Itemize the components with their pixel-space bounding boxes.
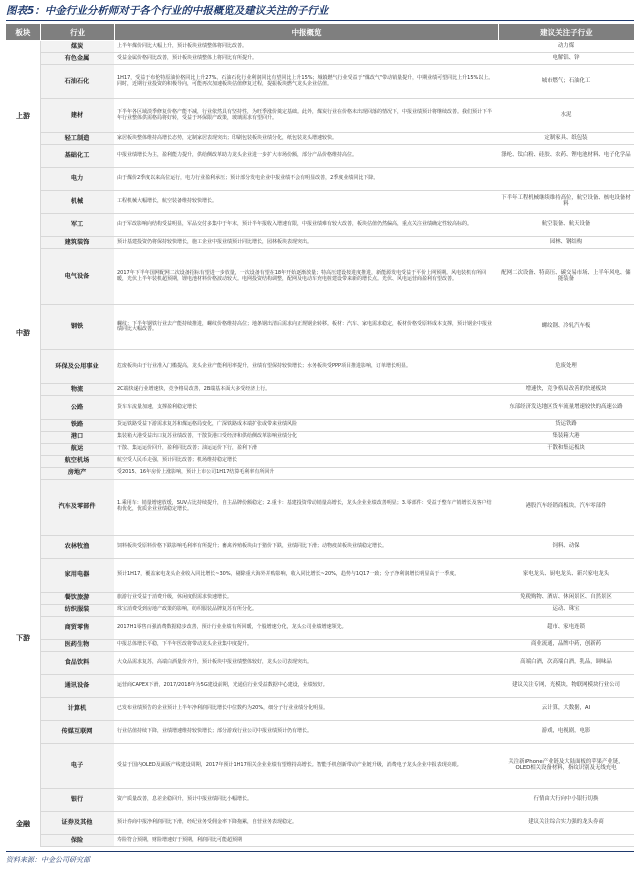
table-row [6, 191, 634, 214]
subsector-cell: 干散和集运板块 [547, 445, 585, 452]
summary-cell: 大众品需求复苏，高端白酒量价齐升，预计板块中报业绩整体较好，龙头公司表现突出。 [117, 658, 313, 665]
industry-cell: 通讯设备 [40, 675, 114, 697]
table-row [6, 593, 634, 605]
subsector-cell: 商业流通，品牌中药，创新药 [530, 641, 602, 648]
table-row [6, 99, 634, 133]
industry-cell: 港口 [40, 432, 114, 443]
subsector-cell: 饲料、动保 [552, 542, 580, 549]
subsector-cell [498, 456, 634, 467]
table-row [6, 237, 634, 249]
industry-cell: 汽车及零部件 [40, 480, 114, 535]
table-row [6, 536, 634, 559]
subsector-cell: 配网二次设备、特高压、碳交易市场、上半年风电、储能装备 [501, 270, 631, 282]
table-row [6, 468, 634, 480]
subsector-cell: 港股汽车经销商板块，汽车零部件 [525, 503, 607, 510]
table-row [6, 133, 634, 145]
summary-cell: 已发布业绩预告的企业预计上半年净利润同比增长中位数约为20%，细分子行业业绩分化明显。 [117, 705, 329, 711]
table-row [6, 698, 634, 721]
header-subsectors: 建议关注子行业 [499, 24, 634, 40]
summary-cell: 2017年下半年国网配网二次设备招标有望进一步放量，一次设备有望在18年开始逐渐放量；特高压建设按进度推进，新能源发电受益于平价上网预期。风电装机有所回暖，光伏上半年装机超预期，锂电池材料价格波动较大。电网投资结构调整，配网及电动车充电桩建设带来新的增长点。光伏、风电运营商盈利有望改善。 [117, 270, 487, 282]
summary-cell: 1H17，受益于布伦特原油价格同比上升27%、石油石化行业利润同比有望同比上升15%；城镇燃气行业受益于"煤改气"带动销量提升，中期业绩可望同比上升15%以上。同时，近期行业投资的积极导向，可能再次加速板块估值修复过程，提振板块燃气龙头企业估值。 [117, 74, 494, 87]
industry-cell: 食品饮料 [40, 652, 114, 674]
summary-cell: 危废板块由于行业准入门槛提高，龙头企业产能利用率提升，业绩有望保持较快增长；水务板块受PPP项目推进影响，订单增长明显。 [117, 363, 412, 370]
subsector-cell: 涤纶、钛白粉、硅胶、农药、锂电池材料、电子化学品 [501, 152, 631, 159]
table-row [6, 420, 634, 432]
industry-cell: 军工 [40, 214, 114, 236]
subsector-cell [498, 168, 634, 190]
table-row [6, 41, 634, 53]
subsector-cell [498, 835, 634, 846]
industry-cell: 家用电器 [40, 559, 114, 592]
table-row [6, 384, 634, 396]
table-row [6, 835, 634, 847]
table-body [6, 41, 634, 847]
industry-cell: 农林牧渔 [40, 536, 114, 558]
table-row [6, 744, 634, 789]
industry-cell: 电气设备 [40, 249, 114, 304]
industry-cell: 煤炭 [40, 41, 114, 52]
summary-cell: 中报业绩增长为主，盈利能力提升，供给侧改革助力龙头企业进一步扩大市场份额，部分产品价格维持高位。 [117, 152, 358, 159]
summary-cell: 珠宝消费受到房地产政策的影响，纺织服装品牌复苏有所分化。 [117, 606, 258, 613]
summary-cell: 饲料板块受原料价格下跌影响毛利率有所提升；畜禽养殖板块由于猪价下跌，业绩同比下滑；动物疫苗板块业绩稳定增长。 [117, 542, 388, 549]
table-row [6, 444, 634, 456]
subsector-cell: 超市、家电连锁 [547, 623, 585, 630]
subsector-cell: 定制家具、纸包装 [544, 134, 588, 141]
industry-cell: 传媒互联网 [40, 721, 114, 743]
table-row [6, 675, 634, 698]
industry-cell: 电子 [40, 744, 114, 788]
summary-cell: 中报总体增长平稳，下半年医改将带动龙头企业集中度提升。 [117, 641, 253, 648]
industry-cell: 医药生物 [40, 640, 114, 651]
header-summary: 中报概览 [115, 24, 498, 40]
summary-cell: 由于煤价2季度以来高位运行，电力行业盈利承压；预计部分发电企业中报业绩不会有明显改善，2季度业绩同比下降。 [117, 175, 379, 182]
table-row [6, 432, 634, 444]
summary-cell: 集装箱大港受益出口复苏业绩改善，干散货港口受经济和供给侧改革影响业绩分化 [117, 433, 298, 440]
table-row [6, 145, 634, 168]
table-row [6, 396, 634, 419]
subsector-cell: 云计算，大数据，AI [541, 705, 591, 711]
table-row [6, 214, 634, 237]
summary-cell: 受2015、16年房价上涨影响，预计上市公司1H17结算毛利率有所回升 [117, 469, 275, 476]
subsector-cell: 免税购物、酒店、休闲景区、自然景区 [520, 594, 612, 601]
summary-cell: 受益于国内OLED及面板产线建设周期，2017年预计1H17相关企业业绩有望维持高增长。智能手机创新带动产业链升级，消费电子龙头企业中报表现亮眼。 [117, 762, 462, 769]
summary-cell: 干散、集运运价回升，盈利同比改善；油运运价下行，盈利下滑 [117, 445, 258, 452]
subsector-cell: 建议关注综合实力强的龙头券商 [528, 819, 604, 826]
industry-cell: 机械 [40, 191, 114, 213]
header-industry: 行业 [41, 24, 116, 40]
subsector-cell [498, 468, 634, 479]
table-row [6, 812, 634, 835]
subsector-cell: 电解铝、锌 [552, 54, 580, 61]
industry-cell: 钢铁 [40, 305, 114, 349]
table-row [6, 652, 634, 675]
summary-cell: 家居板块整体维持高增长态势，定制家居表现突出；印刷包装板块业绩分化，纸包装龙头增速较快。 [117, 134, 338, 141]
industry-cell: 计算机 [40, 698, 114, 720]
summary-cell: 行业估值持续下降，业绩增速维持较快增长；部分游戏行业公司中报业绩预计仍有增长。 [117, 728, 313, 735]
subsector-cell: 危废处理 [555, 363, 577, 370]
summary-cell: 旅游行业受益于消费升级，休闲度假需求快速增长。 [117, 594, 233, 601]
industry-cell: 商贸零售 [40, 617, 114, 639]
source-note: 资料来源：中金公司研究部 [6, 851, 634, 868]
summary-cell: 2C端快递行业增速快，竞争格局改善，2B端基本面大多受经济上行。 [117, 386, 271, 393]
subsector-cell: 水泥 [560, 111, 572, 118]
summary-cell: 货运铁路受益下游需求复苏和煤运格局变化，广深铁路成本端扩张或带来业绩风险 [117, 421, 298, 428]
industry-cell: 保险 [40, 835, 114, 846]
table-row [6, 721, 634, 744]
figure-title: 图表5：中金行业分析师对于各个行业的中报概览及建议关注的子行业 [6, 2, 634, 21]
summary-cell: 下半年各区域淡季修复价格产能不减，行业依然具有坚持性，为旺季涨价奠定基础。此外，煤炭行业在价格未出现回落的情况下，中报业绩预计将继续改善。我们预计下半年行业整体供需格局将好转，受益于环保限产政策，玻璃需求有望回升。 [117, 108, 493, 121]
subsector-cell: 集装箱大港 [552, 433, 580, 440]
summary-cell: 1.乘用车：销量增速放缓，SUV占比持续提升，自主品牌份额稳定；2.重卡：基建投资带动销量高增长，龙头企业业绩改善明显；3.零部件：受益于整车产销增长及客户结构优化，优质企业业绩稳定增长。 [117, 500, 492, 513]
subsector-cell: 高端白酒，次高端白酒，乳品，调味品 [520, 658, 612, 665]
industry-cell: 物流 [40, 384, 114, 395]
industry-cell: 餐饮旅游 [40, 593, 114, 604]
industry-cell: 基础化工 [40, 145, 114, 167]
industry-cell: 航运 [40, 444, 114, 455]
summary-cell: 螺纹：下半年钢铁行业去产能持续推进，螺纹价格维持高位；地条钢出清后需求向正规钢企转移。板材：汽车、家电需求稳定，板材价格受原料成本支撑，预计钢企中报业绩同比大幅改善。 [117, 320, 493, 333]
subsector-cell: 家电龙头、厨电龙头、新兴家电龙头 [522, 571, 610, 578]
table-row [6, 350, 634, 384]
subsector-cell: 东部经济发达地区货车流量增速较快的高速公路 [509, 403, 623, 410]
section-finance: 金融 [6, 800, 41, 847]
table-row [6, 53, 634, 65]
summary-cell: 预计基建投资仍将保持较快增长，施工企业中报业绩预计同比增长，园林板块表现突出。 [117, 238, 313, 245]
header-section: 板块 [6, 24, 41, 40]
subsector-cell: 关注新iPhone产业链及大陆面板的苹果产业链，OLED相关设备材料，指纹识别及无线充电 [508, 759, 624, 771]
summary-cell: 寿险符合预期，财险增速好于预期，利润同比可能超预期 [117, 836, 243, 843]
industry-cell: 证券及其他 [40, 812, 114, 834]
subsector-cell: 货运铁路 [555, 421, 577, 428]
subsector-cell: 下半年工程机械继续维持高位，航空设备、核电设备材料 [501, 195, 631, 208]
table-row [6, 640, 634, 652]
industry-cell: 轻工制造 [40, 133, 114, 144]
summary-cell: 由于军改影响向结构受益明显，军品交付多集中于年末，预计半年报收入增速有限，中报业绩难有较大改善，板块估值仍然偏高，重点关注业绩确定性较高标的。 [117, 221, 473, 228]
industry-cell: 建材 [40, 99, 114, 132]
summary-cell: 运营商CAPEX下滑，2017/2018年为5G建设前期，光通信行业受益数据中心建设，业绩较好。 [117, 681, 328, 688]
table-header [6, 24, 634, 40]
subsector-cell: 航空装备、航天设备 [541, 221, 591, 228]
table-row [6, 168, 634, 191]
subsector-cell: 增速快，竞争格局改善的快递板块 [525, 386, 607, 393]
summary-cell: 货车车流量加速，支撑盈利稳定增长 [117, 403, 198, 410]
summary-cell: 预计券商中报净利润同比下滑，经纪业务受佣金率下降拖累，自营业务表现稳定。 [117, 819, 298, 826]
table-row [6, 65, 634, 99]
subsector-cell: 运动、珠宝 [552, 606, 580, 613]
subsector-cell: 游戏，电视剧，电影 [541, 728, 591, 735]
industry-cell: 银行 [40, 789, 114, 811]
summary-cell: 预计1H17，覆盖家电龙头企业收入同比增长~30%，剔除重大海外并购影响，收入同比增长~20%，趋势与1Q17一致；分子净利润增长明显高于一季度。 [117, 571, 460, 578]
summary-cell: 资产质量改善，息差企稳回升，预计中报业绩同比小幅增长。 [117, 796, 253, 803]
industry-cell: 铁路 [40, 420, 114, 431]
industry-cell: 建筑装饰 [40, 237, 114, 248]
section-midstream: 中游 [6, 191, 41, 475]
summary-cell: 工程机械大幅增长，航空装备维持较快增长。 [117, 198, 218, 205]
subsector-cell: 动力煤 [557, 42, 575, 49]
industry-cell: 电力 [40, 168, 114, 190]
section-downstream: 下游 [6, 475, 41, 800]
subsector-cell: 螺纹钢、冷轧汽车板 [541, 323, 591, 330]
subsector-cell: 城市燃气；石油化工 [541, 77, 591, 84]
subsector-cell: 行情由大行向中小银行切换 [533, 796, 599, 803]
subsector-cell: 园林、钢结构 [549, 238, 583, 245]
subsector-cell: 建议关注专网，光模块，物联网模块行业公司 [512, 681, 620, 688]
table-row [6, 789, 634, 812]
table-row [6, 456, 634, 468]
table-row [6, 249, 634, 305]
summary-cell: 航空受人民币走强，预计同比改善；机场维持稳定增长 [117, 457, 238, 464]
industry-cell: 纺织服装 [40, 605, 114, 616]
table-row [6, 480, 634, 536]
summary-cell: 2017H1零售百强消费数据稳步改善，预计行业业绩有所回暖，个股增速分化，龙头公司业绩增速领先。 [117, 623, 347, 630]
summary-cell: 上半年煤价同比大幅上升，预计板块业绩整体将同比改善。 [117, 42, 248, 49]
industry-cell: 环保及公用事业 [40, 350, 114, 383]
table-row [6, 605, 634, 617]
industry-cell: 有色金属 [40, 53, 114, 64]
table-row [6, 305, 634, 350]
table-row [6, 559, 634, 593]
industry-cell: 公路 [40, 396, 114, 418]
industry-cell: 房地产 [40, 468, 114, 479]
industry-cell: 航空机场 [40, 456, 114, 467]
summary-cell: 受益金属价格同比改善，预计板块业绩整体上将同比有所提升。 [117, 54, 258, 61]
section-upstream: 上游 [6, 41, 41, 191]
industry-cell: 石油石化 [40, 65, 114, 98]
table-row [6, 617, 634, 640]
